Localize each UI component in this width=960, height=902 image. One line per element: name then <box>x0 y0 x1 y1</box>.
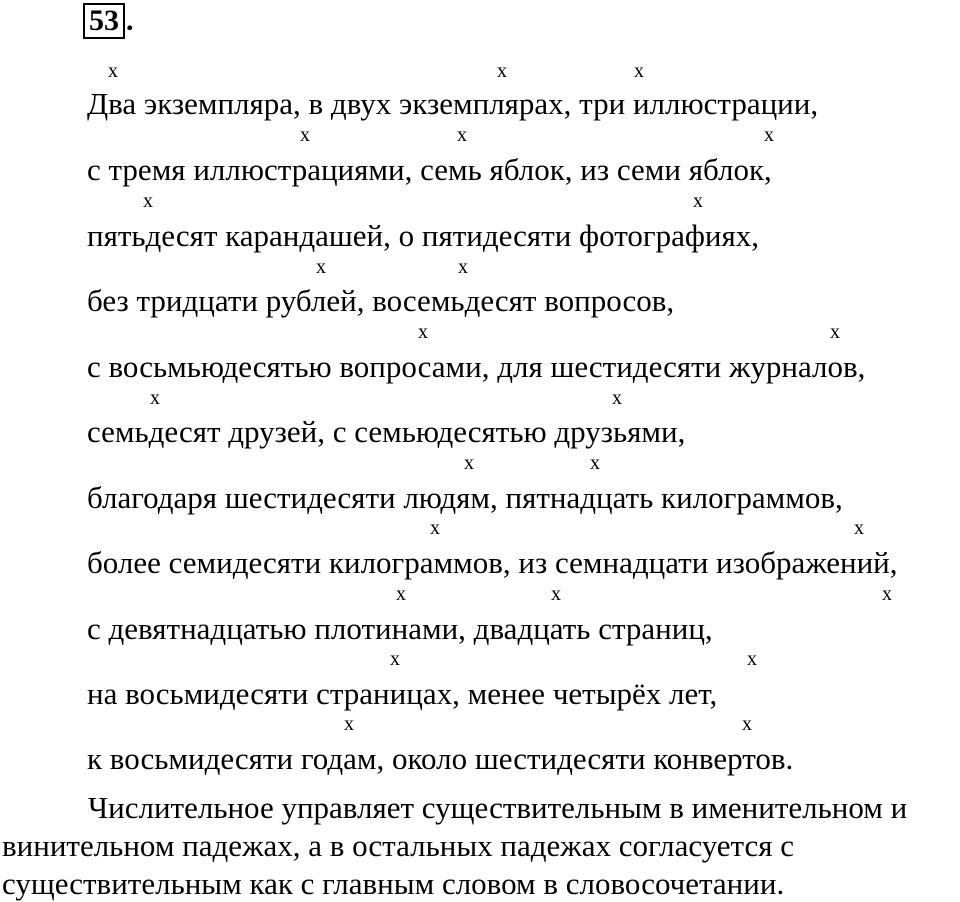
example-line: с тремя иллюстрациями, семь яблок, из семи яблок, <box>87 152 772 187</box>
stress-mark: x <box>396 583 406 605</box>
stress-mark: x <box>882 583 892 605</box>
stress-mark: x <box>344 713 354 735</box>
example-line: Два экземпляра, в двух экземплярах, три иллюстрации, <box>87 86 819 121</box>
example-line: с восьмьюдесятью вопросами, для шестидесяти журналов, <box>87 349 866 384</box>
conclusion-line: Числительное управляет существительным в именительном и <box>88 790 908 825</box>
example-line: без тридцати рублей, восемьдесят вопросов, <box>87 283 675 318</box>
example-line: на восьмидесяти страницах, менее четырёх лет, <box>87 676 718 711</box>
conclusion-line: существительным как с главным словом в словосочетании. <box>2 866 785 901</box>
stress-mark: x <box>300 124 310 146</box>
stress-mark: x <box>742 713 752 735</box>
stress-mark: x <box>457 124 467 146</box>
stress-mark: x <box>430 517 440 539</box>
stress-mark: x <box>390 648 400 670</box>
example-line: пятьдесят карандашей, о пятидесяти фотографиях, <box>87 218 760 253</box>
stress-mark: x <box>764 124 774 146</box>
stress-mark: x <box>150 387 160 409</box>
stress-mark: x <box>108 60 118 82</box>
conclusion-line: винительном падежах, а в остальных падежах согласуется с <box>2 828 794 863</box>
stress-mark: x <box>316 256 326 278</box>
stress-mark: x <box>693 190 703 212</box>
stress-mark: x <box>464 452 474 474</box>
stress-mark: x <box>830 321 840 343</box>
task-number-dot: . <box>126 4 134 37</box>
stress-mark: x <box>612 387 622 409</box>
example-line: с девятнадцатью плотинами, двадцать страниц, <box>87 611 713 646</box>
stress-mark: x <box>747 648 757 670</box>
example-line: благодаря шестидесяти людям, пятнадцать килограммов, <box>87 480 843 515</box>
stress-mark: x <box>143 190 153 212</box>
stress-mark: x <box>497 60 507 82</box>
example-line: семьдесят друзей, с семьюдесятью друзьями, <box>87 414 686 449</box>
stress-mark: x <box>458 256 468 278</box>
stress-mark: x <box>551 583 561 605</box>
task-number-box: 53 <box>83 3 125 39</box>
task-number <box>83 4 134 38</box>
stress-mark: x <box>854 517 864 539</box>
stress-mark: x <box>418 321 428 343</box>
stress-mark: x <box>590 452 600 474</box>
stress-mark: x <box>634 60 644 82</box>
example-line: более семидесяти килограммов, из семнадцати изображений, <box>87 545 898 580</box>
example-line: к восьмидесяти годам, около шестидесяти конвертов. <box>87 741 794 776</box>
